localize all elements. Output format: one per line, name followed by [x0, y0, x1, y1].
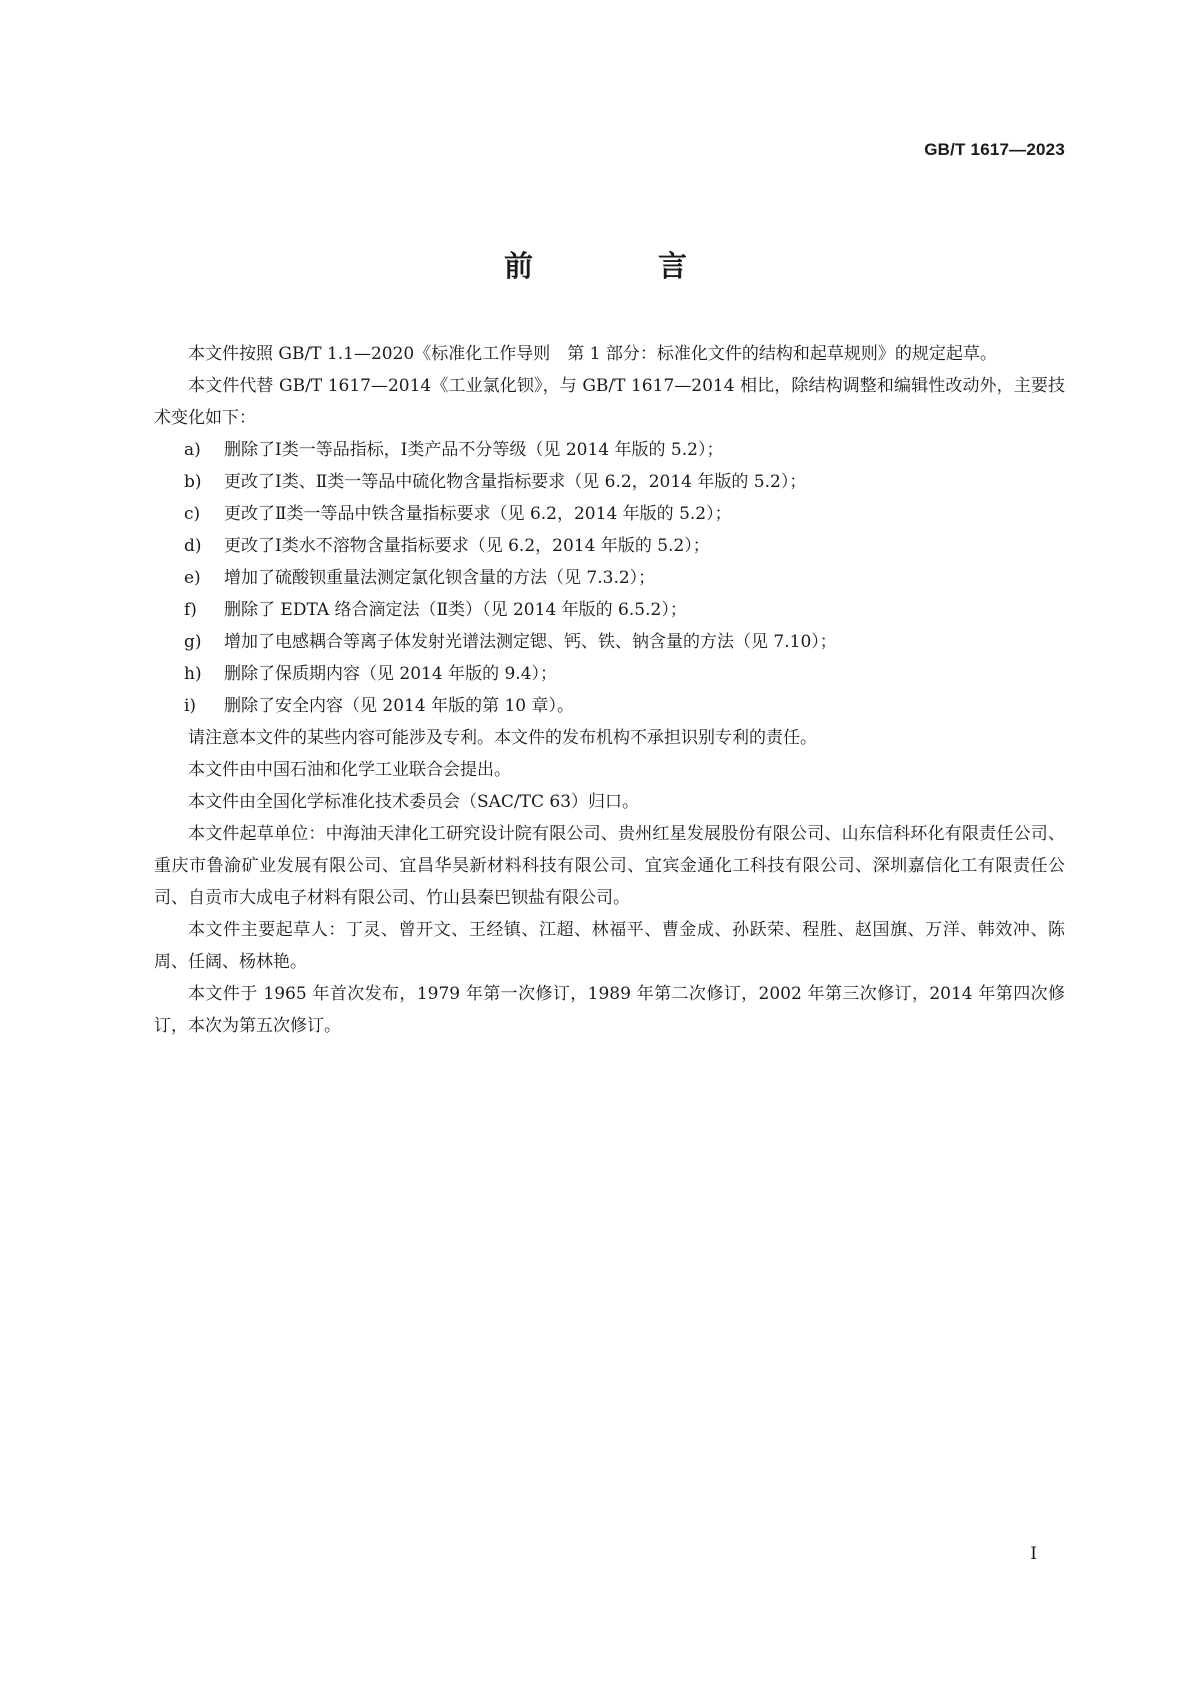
- paragraph: 本文件于 1965 年首次发布，1979 年第一次修订，1989 年第二次修订，2002 年第三次修订，2014 年第四次修订，本次为第五次修订。: [154, 984, 1065, 1036]
- list-item-label: c): [184, 504, 201, 524]
- paragraph: 本文件由全国化学标准化技术委员会（SAC/TC 63）归口。: [188, 792, 640, 812]
- paragraph: 本文件由中国石油和化学工业联合会提出。: [188, 760, 511, 780]
- list-item-label: d): [184, 536, 202, 556]
- list-item-text: 删除了 EDTA 络合滴定法（Ⅱ类）（见 2014 年版的 6.5.2）；: [224, 600, 687, 620]
- list-item-text: 更改了Ⅱ类一等品中铁含量指标要求（见 6.2，2014 年版的 5.2）；: [224, 504, 732, 524]
- list-item-text: 删除了保质期内容（见 2014 年版的 9.4）；: [224, 664, 558, 684]
- list-item: [154, 466, 1065, 498]
- list-item: [154, 562, 1065, 594]
- list-item: [154, 658, 1065, 690]
- list-item-text: 删除了安全内容（见 2014 年版的第 10 章）。: [224, 696, 575, 716]
- paragraph: 本文件起草单位：中海油天津化工研究设计院有限公司、贵州红星发展股份有限公司、山东信科环化有限责任公司、重庆市鲁渝矿业发展有限公司、宜昌华昊新材料科技有限公司、宜宾金通化工科技有限公司、深圳嘉信化工有限责任公司、自贡市大成电子材料有限公司、竹山县秦巴钡盐有限公司。: [154, 824, 1065, 908]
- list-item-text: 删除了Ⅰ类一等品指标，Ⅰ类产品不分等级（见 2014 年版的 5.2）；: [224, 440, 724, 460]
- list-item-label: i): [184, 696, 197, 716]
- paragraph: 本文件主要起草人：丁灵、曾开文、王经镇、江超、林福平、曹金成、孙跃荣、程胜、赵国旗、万洋、韩效冲、陈周、任阔、杨林艳。: [154, 920, 1065, 972]
- list-item-text: 更改了Ⅰ类、Ⅱ类一等品中硫化物含量指标要求（见 6.2，2014 年版的 5.2）；: [224, 472, 807, 492]
- document-code: GB/T 1617—2023: [924, 140, 1065, 159]
- list-item-label: g): [184, 632, 202, 652]
- list-item: [154, 530, 1065, 562]
- paragraph: 本文件代替 GB/T 1617—2014《工业氯化钡》，与 GB/T 1617—2014 相比，除结构调整和编辑性改动外，主要技术变化如下：: [154, 376, 1065, 428]
- page-number: Ⅰ: [1030, 1544, 1037, 1564]
- list-item-text: 更改了Ⅰ类水不溶物含量指标要求（见 6.2，2014 年版的 5.2）；: [224, 536, 710, 556]
- list-item: [154, 690, 1065, 722]
- list-item-label: h): [184, 664, 202, 684]
- foreword-content: [154, 338, 1065, 1042]
- paragraph: 本文件按照 GB/T 1.1—2020《标准化工作导则 第 1 部分：标准化文件的结构和起草规则》的规定起草。: [188, 344, 997, 364]
- list-item-label: b): [184, 472, 202, 492]
- list-item: [154, 498, 1065, 530]
- list-item-label: e): [184, 568, 201, 588]
- list-item-label: f): [184, 600, 197, 620]
- list-item: [154, 434, 1065, 466]
- list-item: [154, 626, 1065, 658]
- page-title: 前 言: [503, 249, 735, 283]
- list-item-text: 增加了电感耦合等离子体发射光谱法测定锶、钙、铁、钠含量的方法（见 7.10）；: [224, 632, 837, 652]
- list-item: [154, 594, 1065, 626]
- list-item-label: a): [184, 440, 201, 460]
- list-item-text: 增加了硫酸钡重量法测定氯化钡含量的方法（见 7.3.2）；: [224, 568, 656, 588]
- paragraph: 请注意本文件的某些内容可能涉及专利。本文件的发布机构不承担识别专利的责任。: [188, 728, 817, 748]
